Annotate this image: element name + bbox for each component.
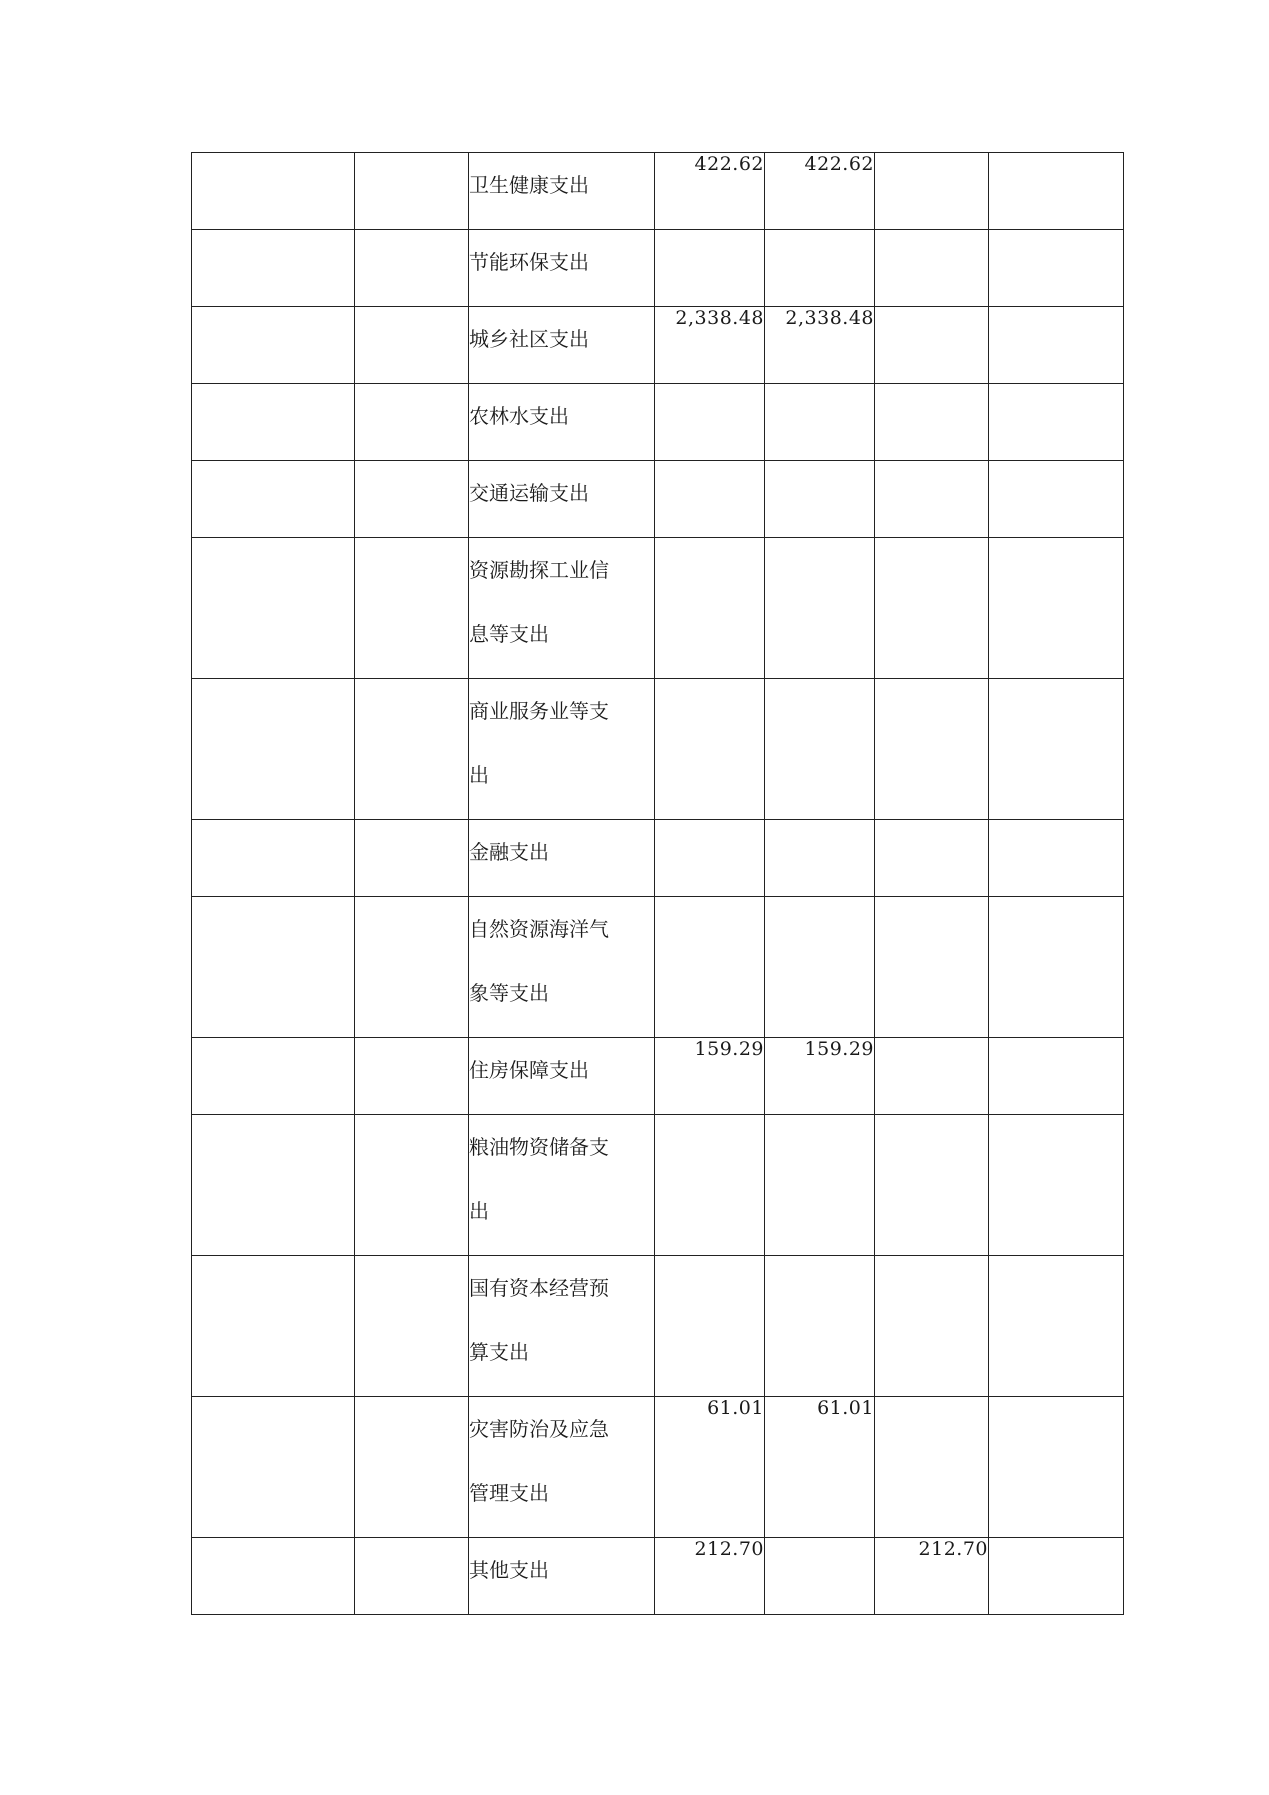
amount-cell-c1: 422.62 [655, 153, 765, 230]
amount-cell-c1 [655, 538, 765, 679]
amount-cell-c3 [875, 153, 989, 230]
amount-cell-c1 [655, 1115, 765, 1256]
amount-cell-c3 [875, 1115, 989, 1256]
blank-cell-first [192, 153, 355, 230]
amount-cell-c1: 159.29 [655, 1038, 765, 1115]
table-row [192, 384, 1124, 461]
amount-cell-c1: 2,338.48 [655, 307, 765, 384]
amount-cell-c2 [765, 679, 875, 820]
amount-cell-c2 [765, 820, 875, 897]
category-label-cell [469, 820, 655, 897]
blank-cell-first [192, 820, 355, 897]
blank-cell-last [989, 820, 1124, 897]
blank-cell-second [355, 1538, 469, 1615]
blank-cell-first [192, 1115, 355, 1256]
blank-cell-first [192, 384, 355, 461]
category-label-cell [469, 384, 655, 461]
category-label-cell [469, 679, 655, 820]
category-label-cell [469, 1538, 655, 1615]
amount-cell-c2 [765, 461, 875, 538]
category-label-cell [469, 1256, 655, 1397]
blank-cell-first [192, 1256, 355, 1397]
blank-cell-second [355, 153, 469, 230]
blank-cell-last [989, 1256, 1124, 1397]
category-label-line: 农林水支出 [469, 404, 569, 428]
category-label-cell [469, 1397, 655, 1538]
blank-cell-first [192, 230, 355, 307]
table-row [192, 153, 1124, 230]
blank-cell-last [989, 1038, 1124, 1115]
table-row [192, 1115, 1124, 1256]
blank-cell-last [989, 230, 1124, 307]
amount-cell-c3 [875, 679, 989, 820]
category-label-line: 城乡社区支出 [469, 327, 589, 351]
amount-cell-c3 [875, 1038, 989, 1115]
blank-cell-last [989, 153, 1124, 230]
category-label-line: 国有资本经营预 [469, 1276, 609, 1300]
blank-cell-last [989, 538, 1124, 679]
amount-cell-c2: 2,338.48 [765, 307, 875, 384]
blank-cell-second [355, 1038, 469, 1115]
blank-cell-second [355, 679, 469, 820]
amount-cell-c1: 61.01 [655, 1397, 765, 1538]
category-label-cell [469, 153, 655, 230]
blank-cell-second [355, 897, 469, 1038]
amount-cell-c3 [875, 230, 989, 307]
blank-cell-second [355, 384, 469, 461]
blank-cell-second [355, 461, 469, 538]
table-row [192, 461, 1124, 538]
amount-cell-c1 [655, 384, 765, 461]
table-row [192, 230, 1124, 307]
amount-cell-c1 [655, 1256, 765, 1397]
category-label-line: 管理支出 [469, 1481, 549, 1505]
category-label-cell [469, 1038, 655, 1115]
category-label-line: 象等支出 [469, 981, 549, 1005]
amount-cell-c2: 159.29 [765, 1038, 875, 1115]
amount-cell-c3 [875, 820, 989, 897]
table-row [192, 1256, 1124, 1397]
blank-cell-last [989, 1538, 1124, 1615]
table-row [192, 1397, 1124, 1538]
blank-cell-last [989, 1397, 1124, 1538]
table-row [192, 307, 1124, 384]
table-body [192, 153, 1124, 1615]
blank-cell-second [355, 307, 469, 384]
category-label-line: 算支出 [469, 1340, 529, 1364]
amount-cell-c3 [875, 307, 989, 384]
amount-cell-c1 [655, 230, 765, 307]
amount-cell-c3 [875, 538, 989, 679]
blank-cell-first [192, 1538, 355, 1615]
amount-cell-c2 [765, 384, 875, 461]
blank-cell-first [192, 897, 355, 1038]
blank-cell-last [989, 679, 1124, 820]
category-label-cell [469, 897, 655, 1038]
blank-cell-second [355, 820, 469, 897]
amount-cell-c2: 61.01 [765, 1397, 875, 1538]
table-row [192, 538, 1124, 679]
amount-cell-c1: 212.70 [655, 1538, 765, 1615]
blank-cell-first [192, 461, 355, 538]
blank-cell-first [192, 538, 355, 679]
amount-cell-c3 [875, 384, 989, 461]
blank-cell-first [192, 679, 355, 820]
amount-cell-c2 [765, 897, 875, 1038]
amount-cell-c1 [655, 679, 765, 820]
category-label-cell [469, 461, 655, 538]
table-row [192, 820, 1124, 897]
amount-cell-c2 [765, 1256, 875, 1397]
budget-table [191, 152, 1124, 1615]
amount-cell-c2 [765, 538, 875, 679]
category-label-line: 出 [469, 763, 489, 787]
blank-cell-last [989, 307, 1124, 384]
category-label-line: 出 [469, 1199, 489, 1223]
blank-cell-first [192, 307, 355, 384]
blank-cell-last [989, 384, 1124, 461]
amount-cell-c3 [875, 461, 989, 538]
blank-cell-last [989, 461, 1124, 538]
amount-cell-c1 [655, 461, 765, 538]
blank-cell-last [989, 897, 1124, 1038]
category-label-cell [469, 1115, 655, 1256]
amount-cell-c2 [765, 1538, 875, 1615]
table-row [192, 1538, 1124, 1615]
amount-cell-c1 [655, 897, 765, 1038]
blank-cell-first [192, 1038, 355, 1115]
amount-cell-c3 [875, 1397, 989, 1538]
category-label-line: 资源勘探工业信 [469, 558, 609, 582]
category-label-line: 卫生健康支出 [469, 173, 589, 197]
blank-cell-second [355, 1397, 469, 1538]
blank-cell-second [355, 1115, 469, 1256]
amount-cell-c2: 422.62 [765, 153, 875, 230]
category-label-line: 息等支出 [469, 622, 549, 646]
category-label-line: 金融支出 [469, 840, 549, 864]
table-row [192, 679, 1124, 820]
category-label-line: 粮油物资储备支 [469, 1135, 609, 1159]
category-label-cell [469, 230, 655, 307]
category-label-line: 灾害防治及应急 [469, 1417, 609, 1441]
blank-cell-second [355, 538, 469, 679]
table-row [192, 897, 1124, 1038]
blank-cell-second [355, 230, 469, 307]
amount-cell-c3 [875, 897, 989, 1038]
category-label-line: 住房保障支出 [469, 1058, 589, 1082]
category-label-line: 其他支出 [469, 1558, 549, 1582]
table-row [192, 1038, 1124, 1115]
blank-cell-second [355, 1256, 469, 1397]
category-label-cell [469, 538, 655, 679]
category-label-line: 节能环保支出 [469, 250, 589, 274]
amount-cell-c1 [655, 820, 765, 897]
amount-cell-c2 [765, 230, 875, 307]
category-label-line: 交通运输支出 [469, 481, 589, 505]
amount-cell-c3: 212.70 [875, 1538, 989, 1615]
amount-cell-c3 [875, 1256, 989, 1397]
category-label-line: 自然资源海洋气 [469, 917, 609, 941]
amount-cell-c2 [765, 1115, 875, 1256]
blank-cell-last [989, 1115, 1124, 1256]
category-label-cell [469, 307, 655, 384]
blank-cell-first [192, 1397, 355, 1538]
category-label-line: 商业服务业等支 [469, 699, 609, 723]
